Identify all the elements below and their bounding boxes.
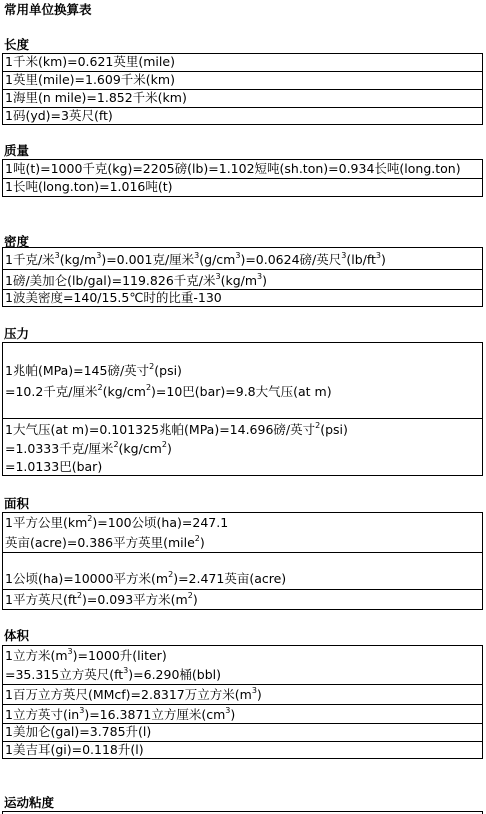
density-row-2: 1磅/美加仑(lb/gal)=119.826千克/米$^3(kg/m^3)$ [3, 270, 482, 290]
section-title-volume: 体积 [4, 628, 30, 643]
section-title-length: 长度 [4, 37, 30, 52]
volume-row-5: 1美吉耳(gi)=0.118升(l) [5, 742, 144, 757]
section-title-mass: 质量 [4, 143, 30, 158]
mass-row-1: 1吨(t)=1000千克(kg)=2205磅(lb)=1.102短吨(sh.ton)=0.934长吨(long.ton) [3, 160, 482, 179]
length-row-4: 1码(yd)=3英尺(ft) [5, 108, 113, 123]
area-row-1: 1平方公里$(km^2)=100$公顷(ha)=247.1 英亩(acre)=0.386平方英里(mile$^2$) [3, 513, 482, 553]
pressure-table [2, 342, 483, 476]
density-row-3: 1波美密度=140/15.5℃时的比重-130 [5, 290, 222, 305]
section-title-area: 面积 [4, 496, 30, 511]
pressure-row-1: 1兆帕(MPa)=145磅/英寸$^2$(psi) =10.2千克/厘米$^2(kg/cm^2)=10$巴(bar)=9.8大气压(at m) [3, 343, 482, 419]
volume-row-2: 1百万立方英尺(MMcf)=2.8317万立方米$(m^3)$ [3, 685, 482, 705]
volume-row-4: 1美加仑(gal)=3.785升(l) [3, 724, 482, 742]
page-title: 常用单位换算表 [4, 2, 92, 17]
pressure-row-2: 1大气压(at m)=0.101325兆帕(MPa)=14.696磅/英寸$^2$(psi) =1.0333千克/厘米$^2(kg/cm^2)$ =1.0133巴(bar) [5, 420, 348, 474]
length-row-1: 1千米(km)=0.621英里(mile) [3, 54, 482, 72]
density-row-1: 1千克/米$^3(kg/m^3)=0.001$克/厘米$^3(g/cm^3)=0.0624$磅/英尺$^3(lb/ft^3)$ [3, 248, 482, 270]
section-title-pressure: 压力 [4, 326, 30, 341]
mass-table [2, 159, 483, 197]
area-table [2, 512, 483, 610]
length-row-2: 1英里(mile)=1.609千米(km) [3, 72, 482, 90]
area-row-2: 1公顷(ha)=10000平方米$(m^2)=2.471$英亩(acre) [3, 553, 482, 590]
volume-row-1: 1立方米$(m^3)=1000$升(liter) =35.315立方英尺$(ft^3)=6.290$桶(bbl) [3, 646, 482, 685]
volume-row-3: 1立方英寸$(in^3)=16.3871$立方厘米$(cm^3)$ [3, 705, 482, 724]
density-table [2, 247, 483, 307]
volume-table [2, 645, 483, 759]
section-title-density: 密度 [4, 234, 30, 249]
length-row-3: 1海里(n mile)=1.852千米(km) [3, 90, 482, 108]
mass-row-2: 1长吨(long.ton)=1.016吨(t) [5, 179, 173, 194]
section-title-viscosity: 运动粘度 [4, 795, 55, 810]
area-row-3: 1平方英尺$(ft^2)=0.093$平方米$(m^2)$ [5, 590, 198, 607]
length-table [2, 53, 483, 125]
